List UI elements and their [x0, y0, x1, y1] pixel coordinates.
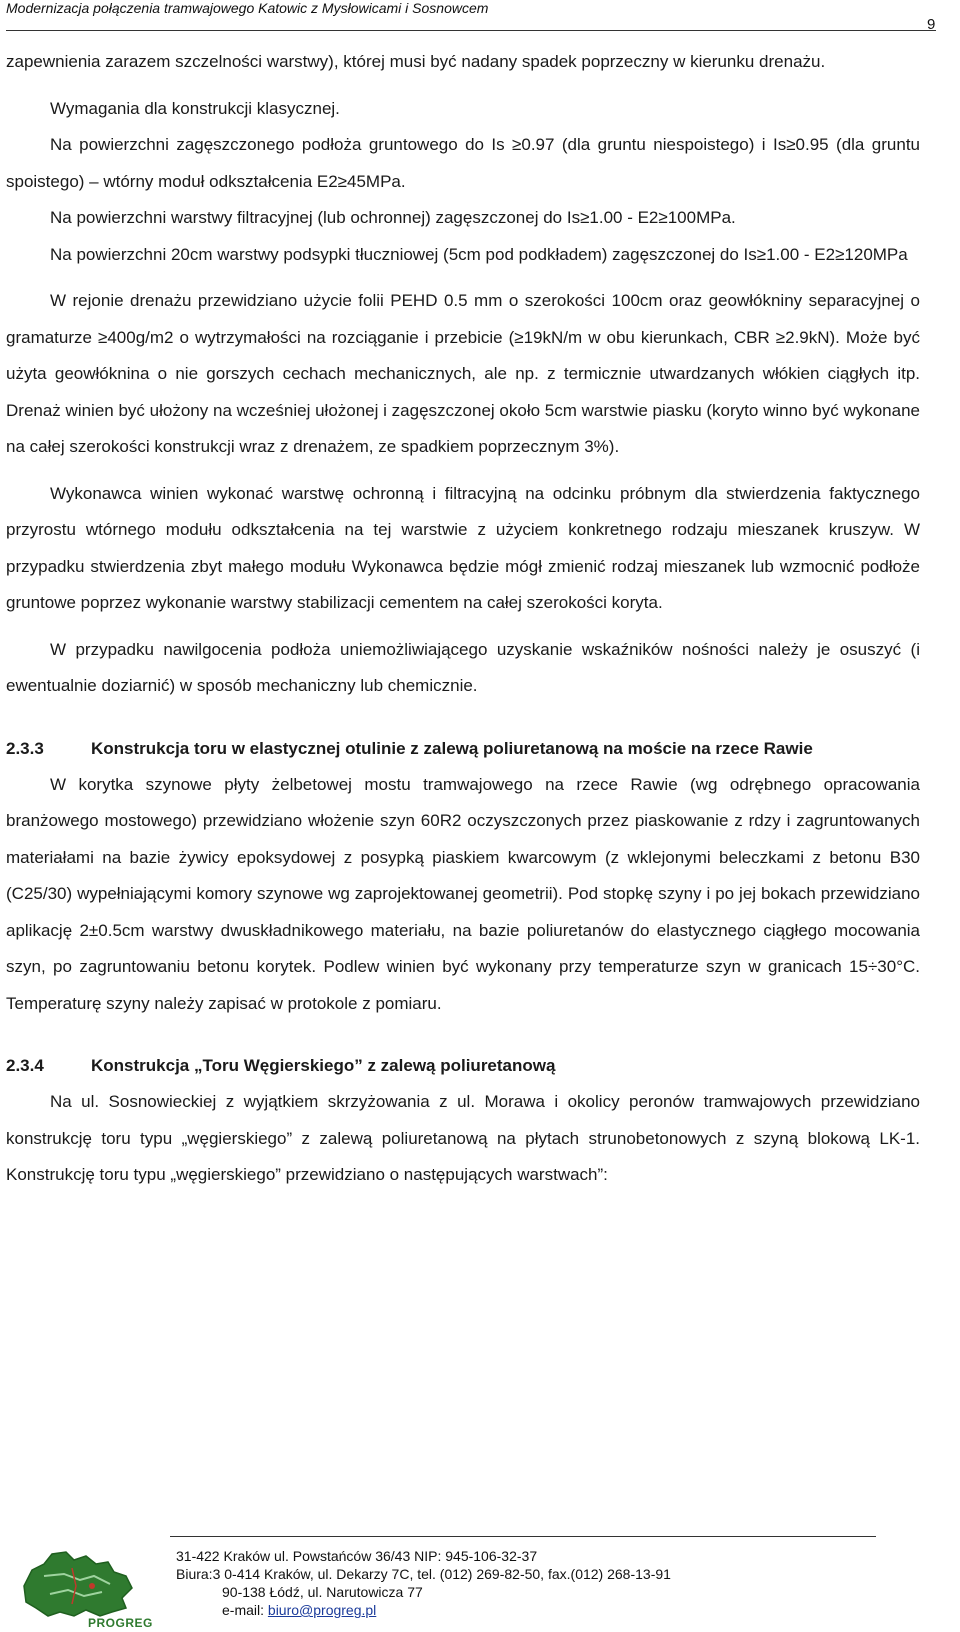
- paragraph: W przypadku nawilgocenia podłoża uniemożliwiającego uzyskanie wskaźników nośności należy je osuszyć (i ewentualnie doziarnić) w sposób mechaniczny lub chemicznie.: [6, 639, 920, 695]
- paragraph: Na ul. Sosnowieckiej z wyjątkiem skrzyżowania z ul. Morawa i okolicy peronów tramwajowych przewidziano konstrukcję toru typu „węgierskiego” z zalewą poliuretanową na płytach strunobetonowych z szyną blokową LK-1. Konstrukcję toru typu „węgierskiego” przewidziano o następujących warstwach”:: [6, 1092, 920, 1184]
- footer-address: 31-422 Kraków ul. Powstańców 36/43 NIP: 945-106-32-37: [176, 1548, 538, 1564]
- paragraph: zapewnienia zarazem szczelności warstwy), której musi być nadany spadek poprzeczny w kierunku drenażu.: [6, 52, 826, 71]
- header-rule: [6, 30, 936, 31]
- footer-rule: [170, 1536, 876, 1537]
- page-footer: [176, 1547, 796, 1619]
- email-link[interactable]: biuro@progreg.pl: [267, 1602, 377, 1618]
- paragraph: Wymagania dla konstrukcji klasycznej.: [50, 98, 340, 118]
- section-number: 2.3.4: [6, 1056, 44, 1075]
- section-title: Konstrukcja toru w elastycznej otulinie z zalewą poliuretanową na moście na rzece Rawie: [91, 738, 813, 758]
- paragraph: W korytka szynowe płyty żelbetowej mostu tramwajowego na rzece Rawie (wg odrębnego opracowania branżowego mostowego) przewidziano włożenie szyn 60R2 oczyszczonych przez piaskowanie z rdzy i zagruntowanych materiałami na bazie żywicy epoksydowej z posypką piaskiem kwarcowym (z wklejonymi beleczkami z betonu B30 (C25/30) wypełniającymi komory szynowe wg zaprojektowanej geometrii). Pod stopkę szyny i po jej bokach przewidziano aplikację 2±0.5cm warstwy dwuskładnikowego materiału, na bazie poliuretanów do elastycznego ciągłego mocowania szyn, po zagruntowaniu betonu korytek. Podlew winien być wykonany przy temperaturze szyn w granicach 15÷30°C. Temperaturę szyny należy zapisać w protokole z pomiaru.: [6, 774, 920, 1013]
- section-heading: [6, 1048, 920, 1084]
- section-number: 2.3.3: [6, 738, 44, 758]
- footer-offices: Biura:3 0-414 Kraków, ul. Dekarzy 7C, tel. (012) 269-82-50, fax.(012) 268-13-91: [176, 1566, 671, 1582]
- section-title: Konstrukcja „Toru Węgierskiego” z zalewą poliuretanową: [91, 1056, 556, 1075]
- page-header: [6, 0, 960, 34]
- page-content: [6, 44, 920, 1194]
- logo-map-icon: [14, 1546, 164, 1618]
- page-number: 9: [927, 16, 936, 33]
- paragraph: Wykonawca winien wykonać warstwę ochronną i filtracyjną na odcinku próbnym dla stwierdzenia faktycznego przyrostu wtórnego modułu odkształcenia na tej warstwie z użyciem konkretnego rodzaju mieszanek kruszyw. W przypadku stwierdzenia zbyt małego modułu Wykonawca będzie mógł zmienić rodzaj mieszanek lub wzmocnić podłoże gruntowe poprzez wykonanie warstwy stabilizacji cementem na całej szerokości koryta.: [6, 483, 920, 612]
- email-label: e-mail:: [222, 1602, 268, 1618]
- progreg-logo: [14, 1546, 164, 1630]
- paragraph: Na powierzchni zagęszczonego podłoża gruntowego do Is ≥0.97 (dla gruntu niespoistego) i Is≥0.95 (dla gruntu spoistego) – wtórny moduł odkształcenia E2≥45MPa.: [6, 135, 920, 191]
- section-heading: [6, 731, 920, 767]
- paragraph: Na powierzchni 20cm warstwy podsypki tłuczniowej (5cm pod podkładem) zagęszczonej do Is≥1.00 - E2≥120MPa: [50, 244, 908, 264]
- footer-email-row: [176, 1601, 796, 1619]
- paragraph: Na powierzchni warstwy filtracyjnej (lub ochronnej) zagęszczonej do Is≥1.00 - E2≥100MPa.: [50, 208, 736, 227]
- document-title: Modernizacja połączenia tramwajowego Katowic z Mysłowicami i Sosnowcem: [6, 0, 489, 16]
- footer-lodz-address: 90-138 Łódź, ul. Narutowicza 77: [222, 1584, 423, 1600]
- paragraph: W rejonie drenażu przewidziano użycie folii PEHD 0.5 mm o szerokości 100cm oraz geowłókniny separacyjnej o gramaturze ≥400g/m2 o wytrzymałości na rozciąganie i przebicie (≥19kN/m w obu kierunkach, CBR ≥2.9kN). Może być użyta geowłóknina o nie gorszych cechach mechanicznych, ale np. z termicznie utwardzanych włókien ciągłych itp. Drenaż winien być ułożony na wcześniej ułożonej i zagęszczonej około 5cm warstwie piasku (koryto winno być wykonane na całej szerokości konstrukcji wraz z drenażem, ze spadkiem poprzecznym 3%).: [6, 291, 920, 456]
- logo-text: PROGREG: [88, 1616, 153, 1630]
